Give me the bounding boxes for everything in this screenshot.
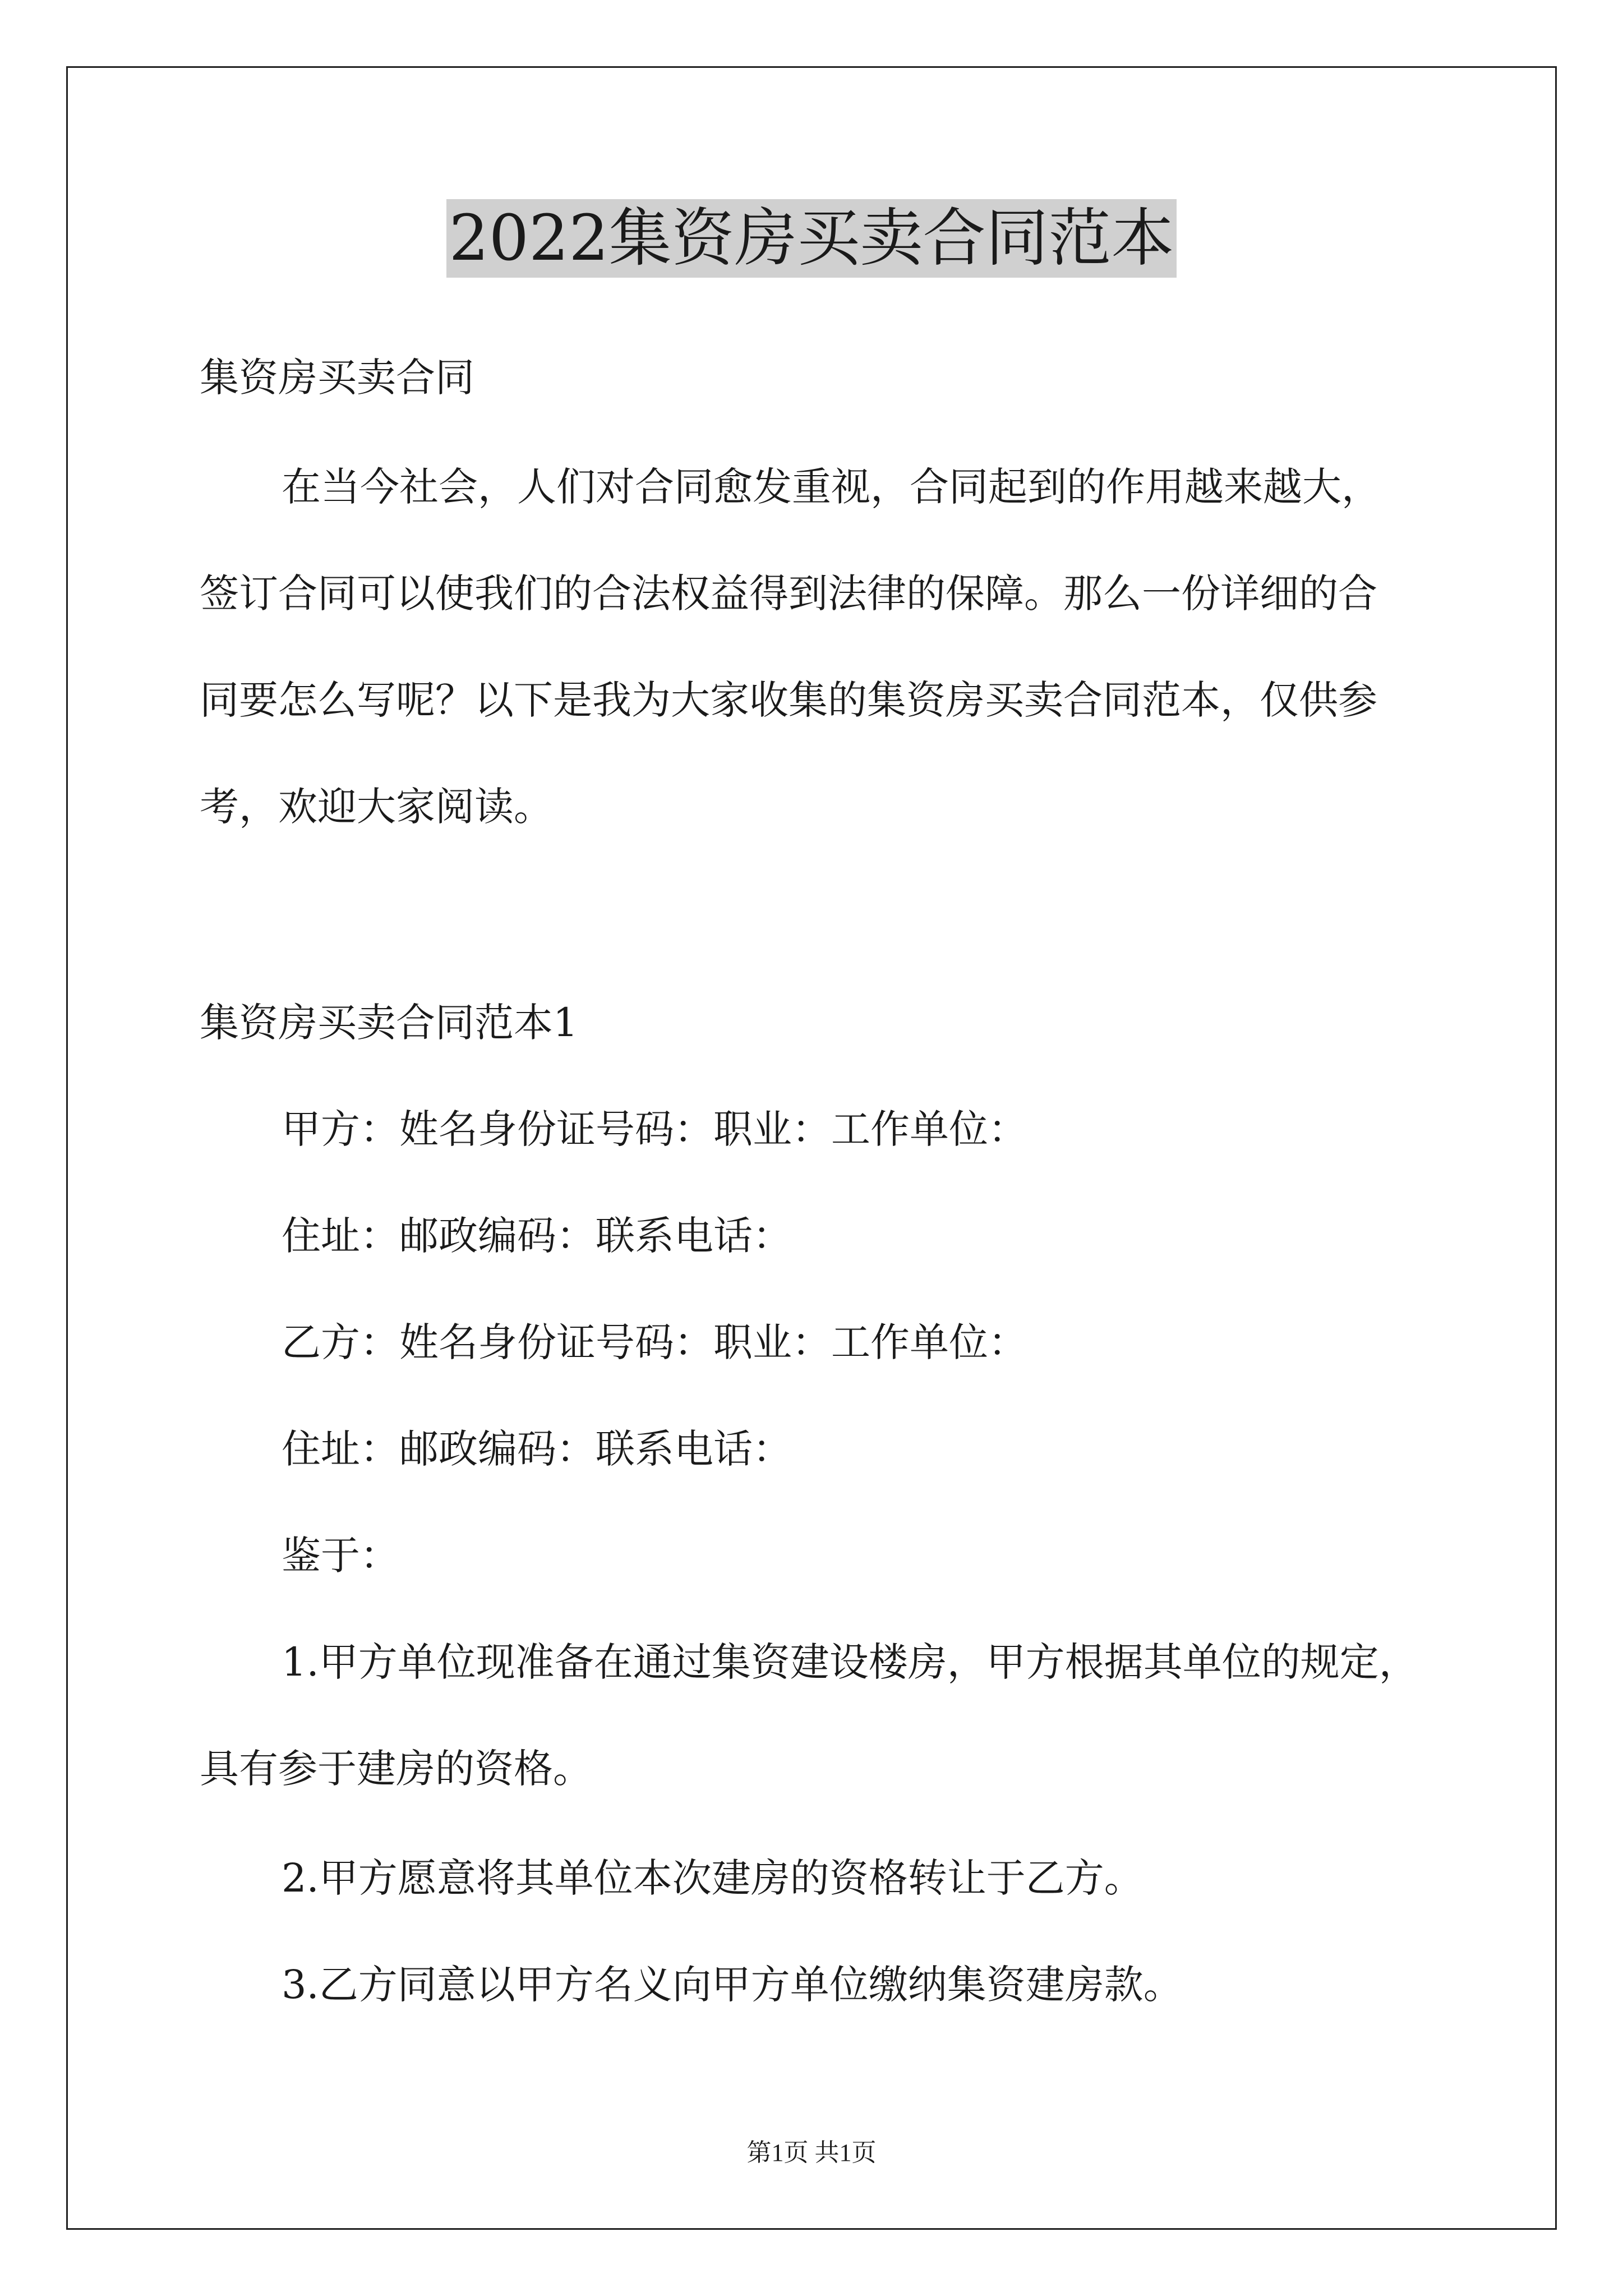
paragraph-line: 同要怎么写呢？以下是我为大家收集的集资房买卖合同范本，仅供参 — [200, 677, 1377, 723]
paragraph-line: 甲方：姓名身份证号码：职业：工作单位： — [282, 1106, 1027, 1152]
paragraph-line: 2.甲方愿意将其单位本次建房的资格转让于乙方。 — [282, 1855, 1144, 1901]
paragraph-line: 鉴于： — [282, 1533, 399, 1579]
paragraph-line: 具有参于建房的资格。 — [200, 1746, 592, 1792]
paragraph-line: 住址：邮政编码：联系电话： — [282, 1426, 792, 1472]
page-footer: 第1页 共1页 — [746, 2139, 877, 2166]
paragraph-line: 签订合同可以使我们的合法权益得到法律的保障。那么一份详细的合 — [200, 570, 1377, 616]
title-container — [0, 199, 1623, 278]
document-title: 2022集资房买卖合同范本 — [446, 199, 1176, 278]
paragraph-line: 考，欢迎大家阅读。 — [200, 784, 553, 830]
paragraph-line: 1.甲方单位现准备在通过集资建设楼房，甲方根据其单位的规定， — [282, 1639, 1418, 1685]
paragraph-line: 乙方：姓名身份证号码：职业：工作单位： — [282, 1319, 1027, 1365]
paragraph-line: 住址：邮政编码：联系电话： — [282, 1213, 792, 1259]
paragraph-line: 3.乙方同意以甲方名义向甲方单位缴纳集资建房款。 — [282, 1962, 1183, 2008]
paragraph-line: 在当今社会，人们对合同愈发重视，合同起到的作用越来越大， — [282, 464, 1381, 510]
section-heading: 集资房买卖合同 — [200, 355, 474, 401]
section-heading: 集资房买卖合同范本1 — [200, 1000, 578, 1046]
